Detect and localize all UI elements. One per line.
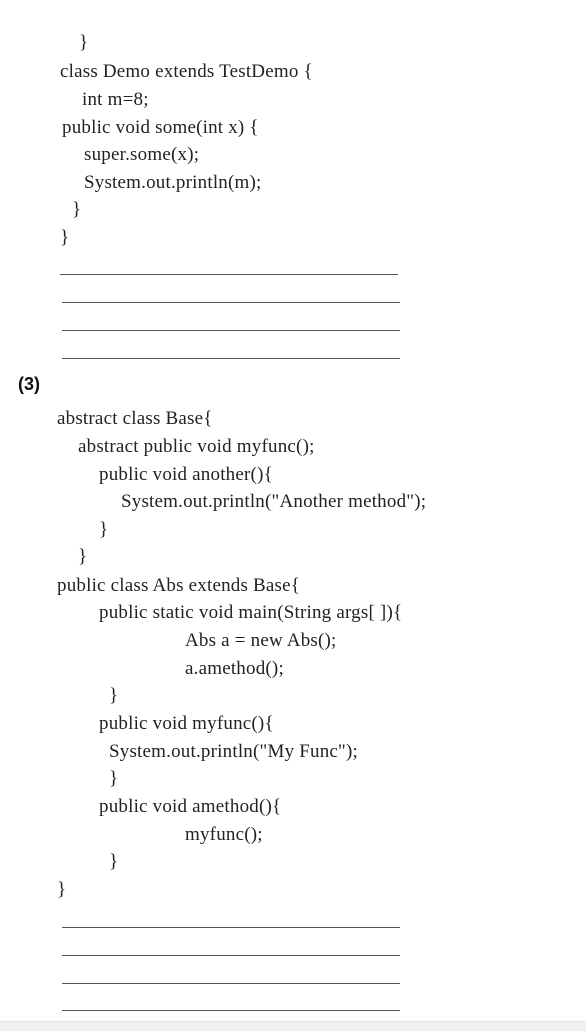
code-line: int m=8; [82, 89, 149, 110]
code-line: public void some(int x) { [62, 117, 259, 138]
code-line: System.out.println("My Func"); [109, 741, 358, 762]
code-line: myfunc(); [185, 824, 263, 845]
code-line: } [109, 685, 119, 706]
answer-blank-line [62, 955, 400, 956]
answer-blank-line [62, 983, 400, 984]
code-line: class Demo extends TestDemo { [60, 61, 313, 82]
code-line: public void myfunc(){ [99, 713, 274, 734]
code-line: public void another(){ [99, 464, 273, 485]
code-line: super.some(x); [84, 144, 200, 165]
answer-blank-line [62, 927, 400, 928]
code-line: } [78, 546, 88, 567]
code-line: public class Abs extends Base{ [57, 575, 301, 596]
answer-blank-line [62, 330, 400, 331]
code-line: } [60, 227, 70, 248]
code-line: public void amethod(){ [99, 796, 282, 817]
code-line: a.amethod(); [185, 658, 284, 679]
answer-blank-line [62, 1010, 400, 1011]
answer-blank-line [60, 274, 398, 275]
code-line: System.out.println(m); [84, 172, 262, 193]
code-line: } [99, 519, 109, 540]
code-line: public static void main(String args[ ]){ [99, 602, 403, 623]
answer-blank-line [62, 302, 400, 303]
code-line: } [72, 199, 82, 220]
code-line: System.out.println("Another method"); [121, 491, 427, 512]
code-line: } [109, 851, 119, 872]
code-line: } [57, 879, 67, 900]
code-line: abstract class Base{ [57, 408, 213, 429]
code-line: } [79, 32, 89, 53]
code-line: Abs a = new Abs(); [185, 630, 337, 651]
code-line: abstract public void myfunc(); [78, 436, 315, 457]
section-label: (3) [18, 374, 40, 394]
answer-blank-line [62, 358, 400, 359]
code-line: } [109, 768, 119, 789]
